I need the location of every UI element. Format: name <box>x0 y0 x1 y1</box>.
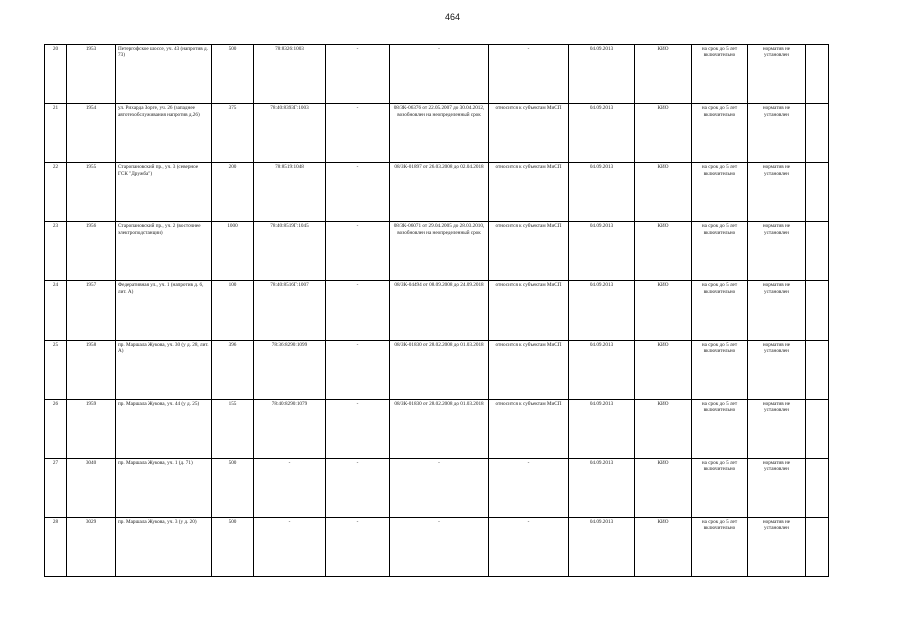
column-6-cell: - <box>326 458 390 517</box>
term-cell: на срок до 5 лет включительно <box>692 281 748 340</box>
registration-cell: 08/ЗК-01830 от 28.02.2008 до 01.03.2018 <box>390 340 489 399</box>
object-id-cell: 1958 <box>67 340 116 399</box>
row-number-cell: 22 <box>45 163 67 222</box>
row-number-cell: 21 <box>45 104 67 163</box>
address-cell: пр. Маршала Жукова, уч. 30 (у д. 28, лит. А) <box>116 340 212 399</box>
category-cell: КИО <box>635 458 692 517</box>
row-number-cell: 23 <box>45 222 67 281</box>
row-number-cell: 26 <box>45 399 67 458</box>
column-6-cell: - <box>326 399 390 458</box>
norm-cell: норматив не установлен <box>748 458 806 517</box>
row-number-cell: 28 <box>45 517 67 576</box>
area-cell: 1000 <box>212 222 254 281</box>
registration-cell: 08/ЗК-06071 от 29.04.2005 до 28.03.2010, возобновлен на неопределенный срок <box>390 222 489 281</box>
registry-table <box>44 44 829 577</box>
cadastral-number-cell: 78:36:8290:1099 <box>254 340 326 399</box>
table-row <box>45 163 829 222</box>
norm-cell: норматив не установлен <box>748 163 806 222</box>
last-cell <box>806 340 829 399</box>
registration-cell: - <box>390 517 489 576</box>
cadastral-number-cell: - <box>254 458 326 517</box>
column-6-cell: - <box>326 340 390 399</box>
row-number-cell: 24 <box>45 281 67 340</box>
area-cell: 396 <box>212 340 254 399</box>
last-cell <box>806 45 829 104</box>
area-cell: 500 <box>212 458 254 517</box>
norm-cell: норматив не установлен <box>748 104 806 163</box>
term-cell: на срок до 5 лет включительно <box>692 340 748 399</box>
row-number-cell: 25 <box>45 340 67 399</box>
object-id-cell: 1953 <box>67 45 116 104</box>
owner-status-cell: относится к субъектам МиСП <box>489 340 569 399</box>
date-cell: 04.09.2013 <box>569 45 635 104</box>
last-cell <box>806 399 829 458</box>
last-cell <box>806 222 829 281</box>
category-cell: КИО <box>635 340 692 399</box>
area-cell: 500 <box>212 517 254 576</box>
owner-status-cell: - <box>489 45 569 104</box>
table-row <box>45 222 829 281</box>
object-id-cell: 3029 <box>67 517 116 576</box>
cadastral-number-cell: 78:8519:1048 <box>254 163 326 222</box>
category-cell: КИО <box>635 45 692 104</box>
cadastral-number-cell: 78:40:8393Г:1003 <box>254 104 326 163</box>
address-cell: ул. Рихарда Зорге, уч. 26 (западнее автотехобслуживания напротив д.26) <box>116 104 212 163</box>
owner-status-cell: - <box>489 517 569 576</box>
category-cell: КИО <box>635 163 692 222</box>
date-cell: 04.09.2013 <box>569 281 635 340</box>
registration-cell: 08/ЗК-06376 от 22.05.2007 до 30.04.2012, возобновлен на неопределенный срок <box>390 104 489 163</box>
registration-cell: - <box>390 458 489 517</box>
term-cell: на срок до 5 лет включительно <box>692 45 748 104</box>
area-cell: 375 <box>212 104 254 163</box>
column-6-cell: - <box>326 104 390 163</box>
last-cell <box>806 517 829 576</box>
term-cell: на срок до 5 лет включительно <box>692 399 748 458</box>
date-cell: 04.09.2013 <box>569 517 635 576</box>
date-cell: 04.09.2013 <box>569 340 635 399</box>
category-cell: КИО <box>635 222 692 281</box>
norm-cell: норматив не установлен <box>748 517 806 576</box>
table-row <box>45 104 829 163</box>
column-6-cell: - <box>326 222 390 281</box>
last-cell <box>806 104 829 163</box>
row-number-cell: 20 <box>45 45 67 104</box>
address-cell: Федеративная ул., уч. 1 (напротив д. 6, лит. А) <box>116 281 212 340</box>
term-cell: на срок до 5 лет включительно <box>692 517 748 576</box>
object-id-cell: 1957 <box>67 281 116 340</box>
cadastral-number-cell: 78:40:8290:1079 <box>254 399 326 458</box>
address-cell: Старопановский пр., уч. 2 (восточнее электроподстанции) <box>116 222 212 281</box>
registration-cell: - <box>390 45 489 104</box>
area-cell: 155 <box>212 399 254 458</box>
address-cell: пр. Маршала Жукова, уч. 1 (д. 71) <box>116 458 212 517</box>
object-id-cell: 1956 <box>67 222 116 281</box>
date-cell: 04.09.2013 <box>569 458 635 517</box>
owner-status-cell: - <box>489 458 569 517</box>
address-cell: Петергофское шоссе, уч. 43 (напротив д. 73) <box>116 45 212 104</box>
norm-cell: норматив не установлен <box>748 399 806 458</box>
table-row <box>45 340 829 399</box>
registration-cell: 08/ЗК-01830 от 28.02.2008 до 01.03.2018 <box>390 399 489 458</box>
table-row <box>45 45 829 104</box>
term-cell: на срок до 5 лет включительно <box>692 104 748 163</box>
row-number-cell: 27 <box>45 458 67 517</box>
category-cell: КИО <box>635 281 692 340</box>
area-cell: 100 <box>212 281 254 340</box>
owner-status-cell: относится к субъектам МиСП <box>489 281 569 340</box>
registration-cell: 08/ЗК-01897 от 26.03.2008 до 02.04.2018 <box>390 163 489 222</box>
norm-cell: норматив не установлен <box>748 222 806 281</box>
category-cell: КИО <box>635 517 692 576</box>
table-row <box>45 517 829 576</box>
object-id-cell: 1959 <box>67 399 116 458</box>
last-cell <box>806 163 829 222</box>
column-6-cell: - <box>326 45 390 104</box>
cadastral-number-cell: - <box>254 517 326 576</box>
table-row <box>45 399 829 458</box>
term-cell: на срок до 5 лет включительно <box>692 458 748 517</box>
column-6-cell: - <box>326 163 390 222</box>
norm-cell: норматив не установлен <box>748 45 806 104</box>
address-cell: пр. Маршала Жукова, уч. 44 (у д. 25) <box>116 399 212 458</box>
owner-status-cell: относится к субъектам МиСП <box>489 222 569 281</box>
owner-status-cell: относится к субъектам МиСП <box>489 104 569 163</box>
address-cell: пр. Маршала Жукова, уч. 3 (у д. 20) <box>116 517 212 576</box>
cadastral-number-cell: 78:40:8519Г:1045 <box>254 222 326 281</box>
table-row <box>45 458 829 517</box>
owner-status-cell: относится к субъектам МиСП <box>489 399 569 458</box>
registration-cell: 08/ЗК-04494 от 08.09.2008 до 24.09.2018 <box>390 281 489 340</box>
cadastral-number-cell: 78:8326:1003 <box>254 45 326 104</box>
object-id-cell: 3040 <box>67 458 116 517</box>
area-cell: 200 <box>212 163 254 222</box>
norm-cell: норматив не установлен <box>748 340 806 399</box>
last-cell <box>806 458 829 517</box>
date-cell: 04.09.2013 <box>569 163 635 222</box>
cadastral-number-cell: 78:40:8516Г:1007 <box>254 281 326 340</box>
area-cell: 500 <box>212 45 254 104</box>
norm-cell: норматив не установлен <box>748 281 806 340</box>
last-cell <box>806 281 829 340</box>
column-6-cell: - <box>326 517 390 576</box>
address-cell: Старопановский пр., уч. 3 (северное ГСК "Дружба") <box>116 163 212 222</box>
owner-status-cell: относится к субъектам МиСП <box>489 163 569 222</box>
date-cell: 04.09.2013 <box>569 399 635 458</box>
term-cell: на срок до 5 лет включительно <box>692 163 748 222</box>
column-6-cell: - <box>326 281 390 340</box>
date-cell: 04.09.2013 <box>569 222 635 281</box>
page-number: 464 <box>444 12 461 22</box>
table-body <box>45 45 829 577</box>
category-cell: КИО <box>635 104 692 163</box>
object-id-cell: 1955 <box>67 163 116 222</box>
category-cell: КИО <box>635 399 692 458</box>
term-cell: на срок до 5 лет включительно <box>692 222 748 281</box>
table-row <box>45 281 829 340</box>
object-id-cell: 1954 <box>67 104 116 163</box>
date-cell: 04.09.2013 <box>569 104 635 163</box>
